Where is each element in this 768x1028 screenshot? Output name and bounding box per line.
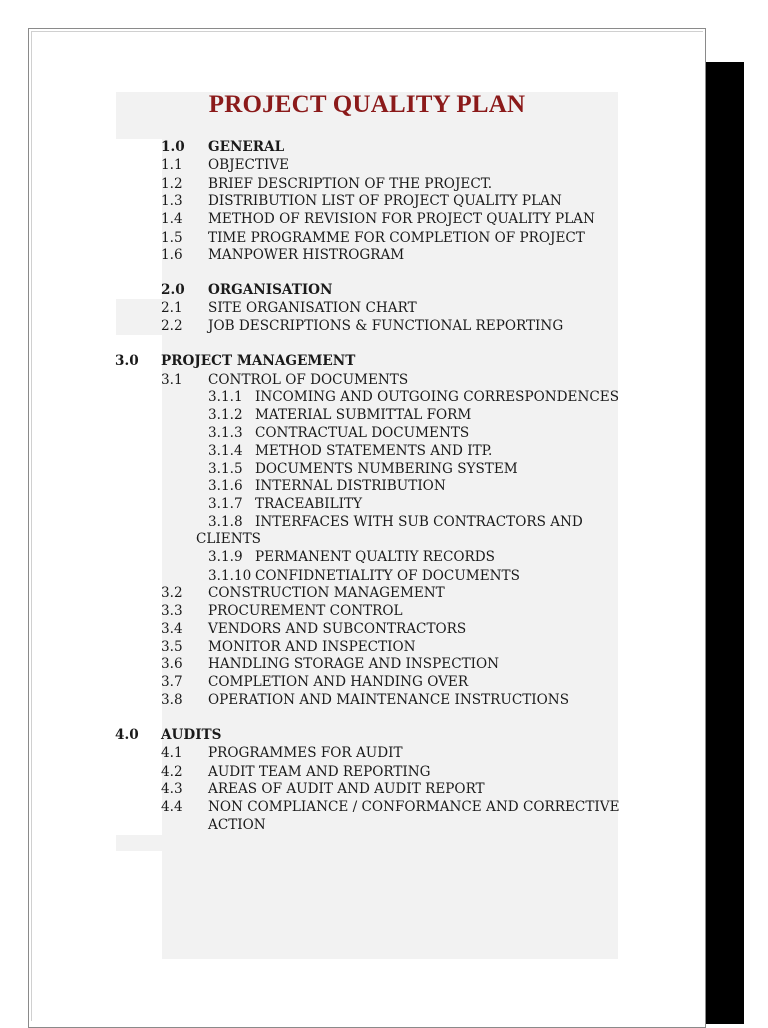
item-number: 3.3 <box>161 603 183 619</box>
subitem-number: 3.1.1 <box>208 389 243 405</box>
item-number: 1.1 <box>161 157 183 173</box>
item-text: PROCUREMENT CONTROL <box>208 603 403 619</box>
section-title: AUDITS <box>161 727 222 743</box>
item-text: COMPLETION AND HANDING OVER <box>208 674 469 690</box>
item-number: 3.4 <box>161 621 183 637</box>
subitem-number: 3.1.4 <box>208 443 243 459</box>
section-number: 2.0 <box>161 282 185 298</box>
continuation-text: CLIENTS <box>196 531 261 547</box>
item-text: AUDIT TEAM AND REPORTING <box>208 764 431 780</box>
section-title: PROJECT MANAGEMENT <box>161 353 356 369</box>
item-text: PROGRAMMES FOR AUDIT <box>208 745 403 761</box>
item-text: TIME PROGRAMME FOR COMPLETION OF PROJECT <box>208 230 585 246</box>
item-text: OPERATION AND MAINTENANCE INSTRUCTIONS <box>208 692 570 708</box>
item-number: 3.1 <box>161 372 183 388</box>
item-text: JOB DESCRIPTIONS & FUNCTIONAL REPORTING <box>208 318 564 334</box>
item-text: HANDLING STORAGE AND INSPECTION <box>208 656 500 672</box>
subitem-number: 3.1.3 <box>208 425 243 441</box>
item-number: 3.5 <box>161 639 183 655</box>
item-number: 4.1 <box>161 745 183 761</box>
item-text: CONSTRUCTION MANAGEMENT <box>208 585 445 601</box>
document-title: PROJECT QUALITY PLAN <box>208 91 526 118</box>
item-text: SITE ORGANISATION CHART <box>208 300 417 316</box>
section-title: ORGANISATION <box>208 282 333 298</box>
item-text: OBJECTIVE <box>208 157 290 173</box>
section-number: 4.0 <box>115 727 139 743</box>
item-number: 2.1 <box>161 300 183 316</box>
item-text: BRIEF DESCRIPTION OF THE PROJECT. <box>208 176 493 192</box>
subitem-number: 3.1.8 <box>208 514 243 530</box>
item-number: 4.3 <box>161 781 183 797</box>
subitem-number: 3.1.6 <box>208 478 243 494</box>
subitem-text: MATERIAL SUBMITTAL FORM <box>255 407 472 423</box>
item-number: 1.4 <box>161 211 183 227</box>
item-number: 4.2 <box>161 764 183 780</box>
item-number: 3.2 <box>161 585 183 601</box>
section-number: 1.0 <box>161 139 185 155</box>
subitem-number: 3.1.10 <box>208 568 252 584</box>
subitem-text: CONFIDNETIALITY OF DOCUMENTS <box>255 568 520 584</box>
subitem-number: 3.1.9 <box>208 549 243 565</box>
continuation-text: ACTION <box>208 817 266 833</box>
page-shadow-bar <box>706 62 744 1024</box>
item-number: 3.7 <box>161 674 183 690</box>
content-shade-left-a <box>116 299 162 335</box>
subitem-text: PERMANENT QUALTIY RECORDS <box>255 549 495 565</box>
subitem-number: 3.1.2 <box>208 407 243 423</box>
item-number: 1.5 <box>161 230 183 246</box>
item-text: MANPOWER HISTROGRAM <box>208 247 405 263</box>
item-text: NON COMPLIANCE / CONFORMANCE AND CORRECTIVE <box>208 799 620 815</box>
item-number: 2.2 <box>161 318 183 334</box>
item-number: 3.6 <box>161 656 183 672</box>
section-number: 3.0 <box>115 353 139 369</box>
item-number: 4.4 <box>161 799 183 815</box>
item-text: METHOD OF REVISION FOR PROJECT QUALITY PLAN <box>208 211 595 227</box>
subitem-text: INCOMING AND OUTGOING CORRESPONDENCES <box>255 389 620 405</box>
item-text: MONITOR AND INSPECTION <box>208 639 416 655</box>
item-text: CONTROL OF DOCUMENTS <box>208 372 409 388</box>
section-title: GENERAL <box>208 139 285 155</box>
subitem-text: INTERFACES WITH SUB CONTRACTORS AND <box>255 514 583 530</box>
item-text: DISTRIBUTION LIST OF PROJECT QUALITY PLAN <box>208 193 562 209</box>
subitem-text: METHOD STATEMENTS AND ITP. <box>255 443 493 459</box>
content-shade-left-b <box>116 835 162 851</box>
item-text: AREAS OF AUDIT AND AUDIT REPORT <box>208 781 485 797</box>
item-text: VENDORS AND SUBCONTRACTORS <box>208 621 467 637</box>
subitem-text: TRACEABILITY <box>255 496 363 512</box>
subitem-number: 3.1.5 <box>208 461 243 477</box>
subitem-text: INTERNAL DISTRIBUTION <box>255 478 446 494</box>
subitem-text: CONTRACTUAL DOCUMENTS <box>255 425 470 441</box>
item-number: 1.2 <box>161 176 183 192</box>
subitem-number: 3.1.7 <box>208 496 243 512</box>
item-number: 3.8 <box>161 692 183 708</box>
subitem-text: DOCUMENTS NUMBERING SYSTEM <box>255 461 518 477</box>
item-number: 1.3 <box>161 193 183 209</box>
item-number: 1.6 <box>161 247 183 263</box>
